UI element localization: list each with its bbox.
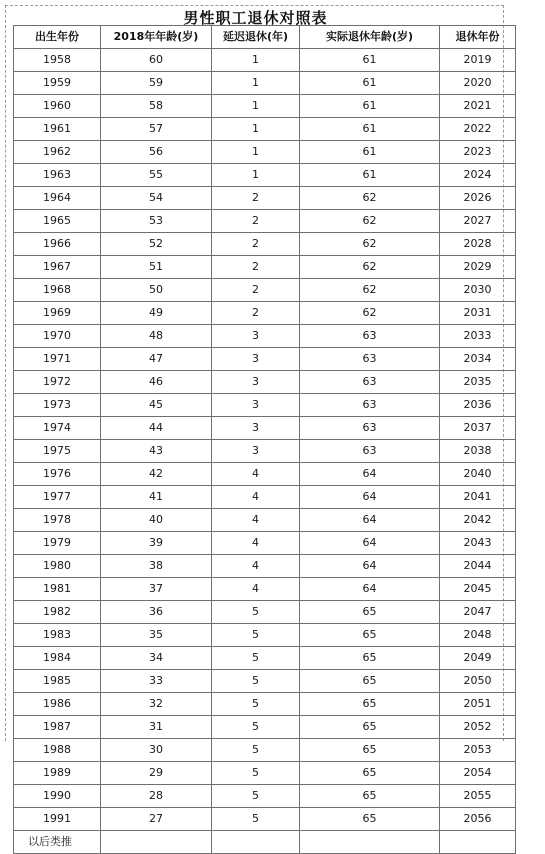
cell-delay-years: 1 xyxy=(212,95,300,118)
cell-birth-year: 1969 xyxy=(14,302,101,325)
cell-delay-years: 5 xyxy=(212,624,300,647)
table-row xyxy=(14,118,516,141)
cell-birth-year: 1962 xyxy=(14,141,101,164)
cell-birth-year: 1975 xyxy=(14,440,101,463)
cell-actual-retire-age: 63 xyxy=(300,394,440,417)
cell-delay-years: 5 xyxy=(212,601,300,624)
cell-actual-retire-age: 63 xyxy=(300,371,440,394)
cell-age-2018: 28 xyxy=(101,785,212,808)
table-row xyxy=(14,394,516,417)
cell-delay-years: 4 xyxy=(212,555,300,578)
cell-age-2018: 55 xyxy=(101,164,212,187)
cell-actual-retire-age: 63 xyxy=(300,417,440,440)
footer-empty-cell xyxy=(300,831,440,854)
cell-birth-year: 1983 xyxy=(14,624,101,647)
cell-actual-retire-age: 64 xyxy=(300,463,440,486)
cell-actual-retire-age: 65 xyxy=(300,601,440,624)
cell-age-2018: 59 xyxy=(101,72,212,95)
cell-age-2018: 60 xyxy=(101,49,212,72)
cell-actual-retire-age: 65 xyxy=(300,785,440,808)
table-row xyxy=(14,49,516,72)
cell-age-2018: 49 xyxy=(101,302,212,325)
footer-note-cell: 以后类推 xyxy=(14,831,101,854)
cell-birth-year: 1973 xyxy=(14,394,101,417)
table-row xyxy=(14,279,516,302)
cell-age-2018: 51 xyxy=(101,256,212,279)
cell-birth-year: 1989 xyxy=(14,762,101,785)
retirement-table xyxy=(13,25,516,854)
cell-actual-retire-age: 61 xyxy=(300,118,440,141)
header-retire-year: 退休年份 xyxy=(440,26,516,49)
cell-delay-years: 2 xyxy=(212,256,300,279)
cell-actual-retire-age: 64 xyxy=(300,578,440,601)
footer-empty-cell xyxy=(101,831,212,854)
cell-birth-year: 1959 xyxy=(14,72,101,95)
header-birth-year: 出生年份 xyxy=(14,26,101,49)
table-row xyxy=(14,785,516,808)
cell-retire-year: 2044 xyxy=(440,555,516,578)
cell-delay-years: 2 xyxy=(212,233,300,256)
header-age-2018: 2018年年龄(岁) xyxy=(101,26,212,49)
cell-delay-years: 3 xyxy=(212,440,300,463)
cell-actual-retire-age: 61 xyxy=(300,49,440,72)
table-row xyxy=(14,233,516,256)
cell-birth-year: 1987 xyxy=(14,716,101,739)
cell-birth-year: 1986 xyxy=(14,693,101,716)
cell-retire-year: 2030 xyxy=(440,279,516,302)
cell-age-2018: 43 xyxy=(101,440,212,463)
table-row xyxy=(14,486,516,509)
cell-age-2018: 53 xyxy=(101,210,212,233)
table-row xyxy=(14,210,516,233)
footer-empty-cell xyxy=(440,831,516,854)
cell-retire-year: 2051 xyxy=(440,693,516,716)
cell-delay-years: 1 xyxy=(212,141,300,164)
cell-delay-years: 4 xyxy=(212,486,300,509)
cell-retire-year: 2053 xyxy=(440,739,516,762)
cell-delay-years: 2 xyxy=(212,279,300,302)
cell-actual-retire-age: 64 xyxy=(300,509,440,532)
cell-birth-year: 1961 xyxy=(14,118,101,141)
cell-age-2018: 33 xyxy=(101,670,212,693)
table-row xyxy=(14,348,516,371)
table-row xyxy=(14,509,516,532)
table-row xyxy=(14,164,516,187)
cell-age-2018: 32 xyxy=(101,693,212,716)
cell-retire-year: 2027 xyxy=(440,210,516,233)
cell-age-2018: 54 xyxy=(101,187,212,210)
cell-retire-year: 2035 xyxy=(440,371,516,394)
cell-delay-years: 2 xyxy=(212,210,300,233)
cell-age-2018: 37 xyxy=(101,578,212,601)
table-row xyxy=(14,808,516,831)
table-row xyxy=(14,325,516,348)
cell-birth-year: 1963 xyxy=(14,164,101,187)
footer-row xyxy=(14,831,516,854)
cell-retire-year: 2036 xyxy=(440,394,516,417)
cell-retire-year: 2022 xyxy=(440,118,516,141)
cell-actual-retire-age: 64 xyxy=(300,532,440,555)
cell-age-2018: 29 xyxy=(101,762,212,785)
cell-retire-year: 2048 xyxy=(440,624,516,647)
cell-actual-retire-age: 64 xyxy=(300,555,440,578)
cell-actual-retire-age: 65 xyxy=(300,762,440,785)
cell-birth-year: 1978 xyxy=(14,509,101,532)
table-row xyxy=(14,739,516,762)
cell-age-2018: 35 xyxy=(101,624,212,647)
cell-birth-year: 1991 xyxy=(14,808,101,831)
cell-retire-year: 2038 xyxy=(440,440,516,463)
cell-retire-year: 2033 xyxy=(440,325,516,348)
cell-birth-year: 1985 xyxy=(14,670,101,693)
cell-delay-years: 1 xyxy=(212,49,300,72)
cell-birth-year: 1982 xyxy=(14,601,101,624)
cell-retire-year: 2054 xyxy=(440,762,516,785)
cell-delay-years: 5 xyxy=(212,716,300,739)
cell-delay-years: 1 xyxy=(212,118,300,141)
cell-delay-years: 3 xyxy=(212,325,300,348)
cell-actual-retire-age: 61 xyxy=(300,72,440,95)
cell-delay-years: 5 xyxy=(212,762,300,785)
table-row xyxy=(14,256,516,279)
cell-actual-retire-age: 62 xyxy=(300,187,440,210)
cell-actual-retire-age: 63 xyxy=(300,440,440,463)
cell-delay-years: 1 xyxy=(212,72,300,95)
table-title: 男性职工退休对照表 xyxy=(183,9,328,27)
cell-delay-years: 4 xyxy=(212,532,300,555)
cell-retire-year: 2055 xyxy=(440,785,516,808)
cell-age-2018: 48 xyxy=(101,325,212,348)
table-row xyxy=(14,302,516,325)
table-row xyxy=(14,762,516,785)
cell-retire-year: 2021 xyxy=(440,95,516,118)
footer-empty-cell xyxy=(212,831,300,854)
table-row xyxy=(14,95,516,118)
cell-actual-retire-age: 61 xyxy=(300,141,440,164)
cell-delay-years: 2 xyxy=(212,187,300,210)
cell-retire-year: 2045 xyxy=(440,578,516,601)
table-row xyxy=(14,187,516,210)
cell-actual-retire-age: 65 xyxy=(300,808,440,831)
cell-actual-retire-age: 63 xyxy=(300,348,440,371)
cell-age-2018: 52 xyxy=(101,233,212,256)
cell-retire-year: 2024 xyxy=(440,164,516,187)
table-row xyxy=(14,693,516,716)
table-row xyxy=(14,141,516,164)
cell-retire-year: 2056 xyxy=(440,808,516,831)
cell-actual-retire-age: 63 xyxy=(300,325,440,348)
cell-age-2018: 34 xyxy=(101,647,212,670)
cell-actual-retire-age: 61 xyxy=(300,95,440,118)
table-row xyxy=(14,440,516,463)
cell-age-2018: 46 xyxy=(101,371,212,394)
cell-actual-retire-age: 65 xyxy=(300,693,440,716)
cell-actual-retire-age: 62 xyxy=(300,302,440,325)
cell-delay-years: 4 xyxy=(212,463,300,486)
cell-retire-year: 2043 xyxy=(440,532,516,555)
cell-delay-years: 3 xyxy=(212,348,300,371)
cell-birth-year: 1960 xyxy=(14,95,101,118)
cell-age-2018: 36 xyxy=(101,601,212,624)
cell-actual-retire-age: 65 xyxy=(300,716,440,739)
table-row xyxy=(14,647,516,670)
cell-birth-year: 1984 xyxy=(14,647,101,670)
cell-retire-year: 2023 xyxy=(440,141,516,164)
table-body xyxy=(14,49,516,831)
cell-age-2018: 57 xyxy=(101,118,212,141)
cell-age-2018: 47 xyxy=(101,348,212,371)
cell-birth-year: 1968 xyxy=(14,279,101,302)
cell-birth-year: 1990 xyxy=(14,785,101,808)
cell-age-2018: 42 xyxy=(101,463,212,486)
table-row xyxy=(14,578,516,601)
cell-age-2018: 31 xyxy=(101,716,212,739)
cell-actual-retire-age: 62 xyxy=(300,210,440,233)
cell-retire-year: 2042 xyxy=(440,509,516,532)
cell-retire-year: 2049 xyxy=(440,647,516,670)
cell-birth-year: 1977 xyxy=(14,486,101,509)
cell-delay-years: 5 xyxy=(212,739,300,762)
cell-retire-year: 2040 xyxy=(440,463,516,486)
cell-retire-year: 2047 xyxy=(440,601,516,624)
cell-retire-year: 2050 xyxy=(440,670,516,693)
cell-retire-year: 2029 xyxy=(440,256,516,279)
cell-delay-years: 5 xyxy=(212,647,300,670)
table-row xyxy=(14,670,516,693)
table-row xyxy=(14,72,516,95)
cell-birth-year: 1970 xyxy=(14,325,101,348)
cell-retire-year: 2031 xyxy=(440,302,516,325)
cell-delay-years: 3 xyxy=(212,417,300,440)
cell-delay-years: 4 xyxy=(212,578,300,601)
cell-retire-year: 2026 xyxy=(440,187,516,210)
cell-birth-year: 1965 xyxy=(14,210,101,233)
table-row xyxy=(14,555,516,578)
cell-delay-years: 5 xyxy=(212,785,300,808)
cell-retire-year: 2041 xyxy=(440,486,516,509)
cell-birth-year: 1972 xyxy=(14,371,101,394)
cell-birth-year: 1971 xyxy=(14,348,101,371)
cell-actual-retire-age: 64 xyxy=(300,486,440,509)
header-row xyxy=(14,26,516,49)
cell-retire-year: 2019 xyxy=(440,49,516,72)
cell-retire-year: 2020 xyxy=(440,72,516,95)
cell-age-2018: 44 xyxy=(101,417,212,440)
cell-actual-retire-age: 62 xyxy=(300,233,440,256)
cell-birth-year: 1964 xyxy=(14,187,101,210)
cell-birth-year: 1966 xyxy=(14,233,101,256)
cell-actual-retire-age: 62 xyxy=(300,279,440,302)
cell-age-2018: 40 xyxy=(101,509,212,532)
cell-delay-years: 5 xyxy=(212,693,300,716)
cell-actual-retire-age: 65 xyxy=(300,670,440,693)
cell-retire-year: 2037 xyxy=(440,417,516,440)
cell-retire-year: 2034 xyxy=(440,348,516,371)
cell-birth-year: 1988 xyxy=(14,739,101,762)
header-actual-retire-age: 实际退休年龄(岁) xyxy=(300,26,440,49)
cell-birth-year: 1967 xyxy=(14,256,101,279)
header-delay-years: 延迟退休(年) xyxy=(212,26,300,49)
cell-age-2018: 38 xyxy=(101,555,212,578)
cell-birth-year: 1976 xyxy=(14,463,101,486)
cell-birth-year: 1979 xyxy=(14,532,101,555)
cell-age-2018: 30 xyxy=(101,739,212,762)
table-row xyxy=(14,716,516,739)
cell-delay-years: 5 xyxy=(212,808,300,831)
table-row xyxy=(14,463,516,486)
cell-delay-years: 5 xyxy=(212,670,300,693)
cell-delay-years: 3 xyxy=(212,371,300,394)
cell-birth-year: 1958 xyxy=(14,49,101,72)
table-row xyxy=(14,624,516,647)
cell-age-2018: 41 xyxy=(101,486,212,509)
table-row xyxy=(14,532,516,555)
cell-actual-retire-age: 65 xyxy=(300,624,440,647)
cell-actual-retire-age: 61 xyxy=(300,164,440,187)
cell-age-2018: 50 xyxy=(101,279,212,302)
table-row xyxy=(14,417,516,440)
cell-birth-year: 1974 xyxy=(14,417,101,440)
cell-actual-retire-age: 65 xyxy=(300,739,440,762)
cell-age-2018: 56 xyxy=(101,141,212,164)
cell-actual-retire-age: 65 xyxy=(300,647,440,670)
cell-delay-years: 4 xyxy=(212,509,300,532)
cell-age-2018: 45 xyxy=(101,394,212,417)
cell-delay-years: 1 xyxy=(212,164,300,187)
cell-age-2018: 58 xyxy=(101,95,212,118)
cell-age-2018: 27 xyxy=(101,808,212,831)
cell-actual-retire-age: 62 xyxy=(300,256,440,279)
table-row xyxy=(14,371,516,394)
table-row xyxy=(14,601,516,624)
cell-birth-year: 1980 xyxy=(14,555,101,578)
cell-retire-year: 2052 xyxy=(440,716,516,739)
cell-birth-year: 1981 xyxy=(14,578,101,601)
cell-delay-years: 2 xyxy=(212,302,300,325)
cell-age-2018: 39 xyxy=(101,532,212,555)
cell-retire-year: 2028 xyxy=(440,233,516,256)
cell-delay-years: 3 xyxy=(212,394,300,417)
